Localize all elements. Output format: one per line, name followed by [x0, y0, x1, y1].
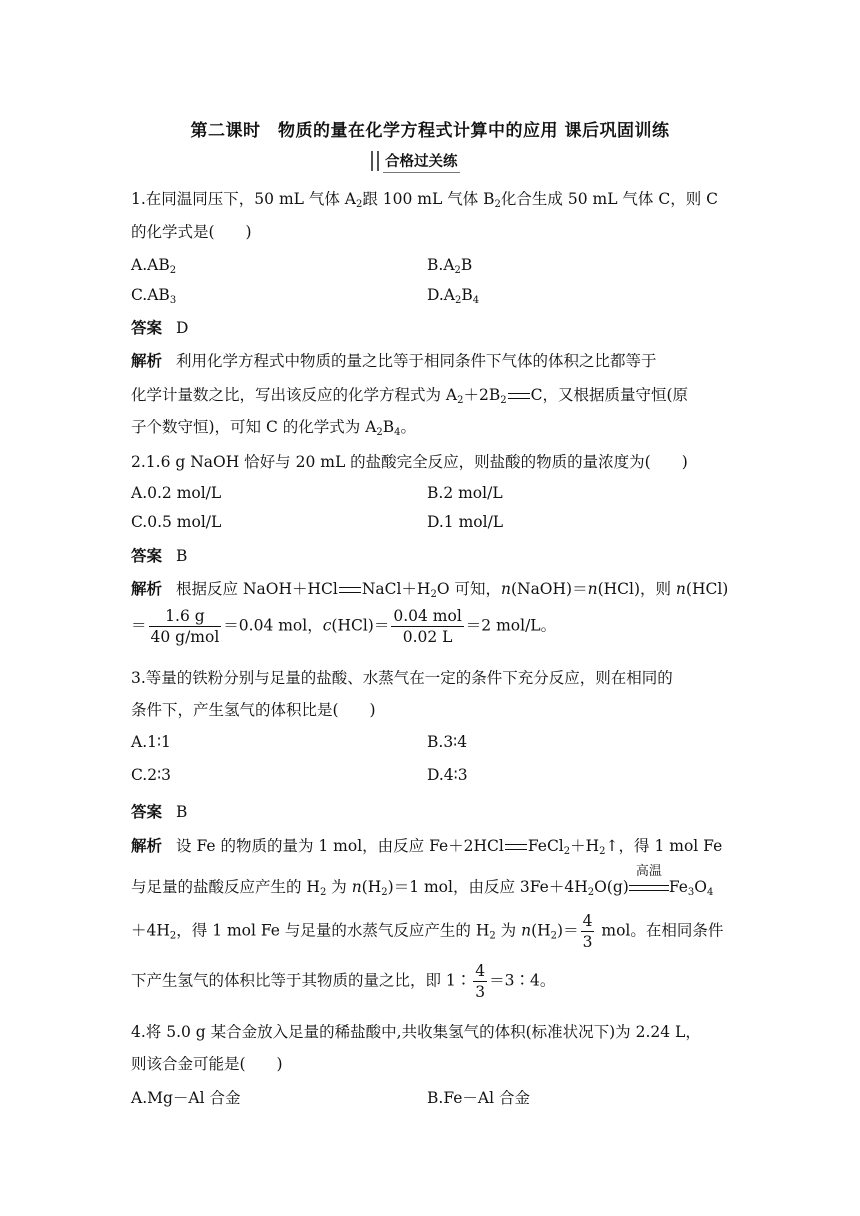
- q3-fraction-2: $\frac{4}{3}$: [475, 962, 486, 1001]
- q2-option-a: A.0.2 mol/L: [131, 484, 222, 502]
- q1-answer: 答案 D: [131, 319, 189, 337]
- high-temp-reaction-sign: 高温: [629, 878, 669, 896]
- q3-analysis-line4: 下产生氢气的体积比等于其物质的量之比，即 1∶ $\frac{4}{3}$ ＝3∶4。: [131, 962, 556, 1001]
- q1-option-a: $A.AB_2$: [131, 256, 177, 276]
- q3-option-c: C.2∶3: [131, 766, 171, 784]
- q3-stem-line2: 条件下，产生氢气的体积比是( ): [131, 701, 376, 719]
- q2-option-d: D.1 mol/L: [427, 513, 504, 531]
- page-title: 第二课时 物质的量在化学方程式计算中的应用 课后巩固训练: [190, 121, 670, 141]
- q2-fraction-1: $\frac{1.6 g}{\text{40 g/mol}}$: [150, 607, 220, 646]
- section-header: [371, 150, 460, 172]
- q2-answer: 答案 B: [131, 547, 188, 565]
- q3-stem-line1: 3.等量的铁粉分别与足量的盐酸、水蒸气在一定的条件下充分反应，则在相同的: [131, 669, 673, 687]
- q3-option-d: D.4∶3: [427, 766, 468, 784]
- equals-sign-icon: [505, 844, 527, 850]
- q2-option-b: B.2 mol/L: [427, 484, 503, 502]
- section-bars-icon: [371, 151, 379, 171]
- q4-option-b: B.Fe－Al 合金: [427, 1089, 530, 1107]
- q3-analysis-line2: 与足量的盐酸反应产生的 $H_2$ 为 $n(H_2)=1$ mol，由反应 $3Fe+4H_2O(g)$ 高温 $Fe_3O_4$: [131, 864, 714, 898]
- q1-stem-line2: 的化学式是( ): [131, 223, 252, 241]
- q2-option-c: C.0.5 mol/L: [131, 513, 222, 531]
- q1-option-c: $C.AB_3$: [131, 286, 177, 306]
- q1-stem-line1: 1.在同温同压下，50 mL 气体 $A_2$跟 100 mL 气体 $B_2$化合生成 50 mL 气体 C，则 C: [131, 190, 718, 210]
- q1-option-b: $B.A_2B$: [427, 256, 473, 276]
- q3-option-b: B.3∶4: [427, 733, 468, 751]
- q3-option-a: A.1∶1: [131, 733, 171, 751]
- section-label: 合格过关练: [383, 150, 460, 173]
- q1-analysis-line3: 子个数守恒)，可知 C 的化学式为 $A_2B_4$。: [131, 418, 417, 438]
- q2-fraction-2: $\frac{\text{0.04 mol}}{0.02 L}$: [393, 607, 462, 646]
- q2-analysis-line1: 解析 根据反应 NaOH＋HCl $NaCl+H_2O$ 可知，n(NaOH)＝n(HCl)，则 n(HCl): [131, 580, 729, 600]
- q1-analysis-line1: 解析 利用化学方程式中物质的量之比等于相同条件下气体的体积之比都等于: [131, 352, 657, 370]
- q2-stem: 2.1.6 g NaOH 恰好与 20 mL 的盐酸完全反应，则盐酸的物质的量浓度为( ): [131, 453, 688, 471]
- q3-analysis-line3: $+4H_2$，得 1 mol Fe 与足量的水蒸气反应产生的 $H_2$ 为 $n(H_2)=$ $\frac{4}{3}$ mol。在相同条件: [131, 912, 724, 951]
- equals-sign-icon: [508, 393, 530, 399]
- q4-stem-line1: 4.将 5.0 g 某合金放入足量的稀盐酸中,共收集氢气的体积(标准状况下)为 2.24 L，: [131, 1023, 701, 1041]
- q3-answer: 答案 B: [131, 803, 188, 821]
- q4-option-a: A.Mg－Al 合金: [131, 1089, 241, 1107]
- q3-analysis-line1: 解析 设 Fe 的物质的量为 1 mol，由反应 Fe＋2HCl $FeCl_2+H_2↑$，得 1 mol Fe: [131, 837, 723, 857]
- q1-option-d: $D.A_2B_4$: [427, 286, 480, 306]
- q2-analysis-line2: ＝ $\frac{1.6 g}{\text{40 g/mol}}$ ＝0.04 mol，c(HCl)＝ $\frac{\text{0.04 mol}}{0.02 L}$ ＝2 mol/L。: [131, 607, 557, 646]
- q1-analysis-line2: 化学计量数之比，写出该反应的化学方程式为 $A_2+2B_2$ C，又根据质量守恒(原: [131, 386, 689, 406]
- q3-fraction-1: $\frac{4}{3}$: [582, 912, 593, 951]
- equals-sign-icon: [339, 587, 361, 593]
- q4-stem-line2: 则该合金可能是( ): [131, 1055, 283, 1073]
